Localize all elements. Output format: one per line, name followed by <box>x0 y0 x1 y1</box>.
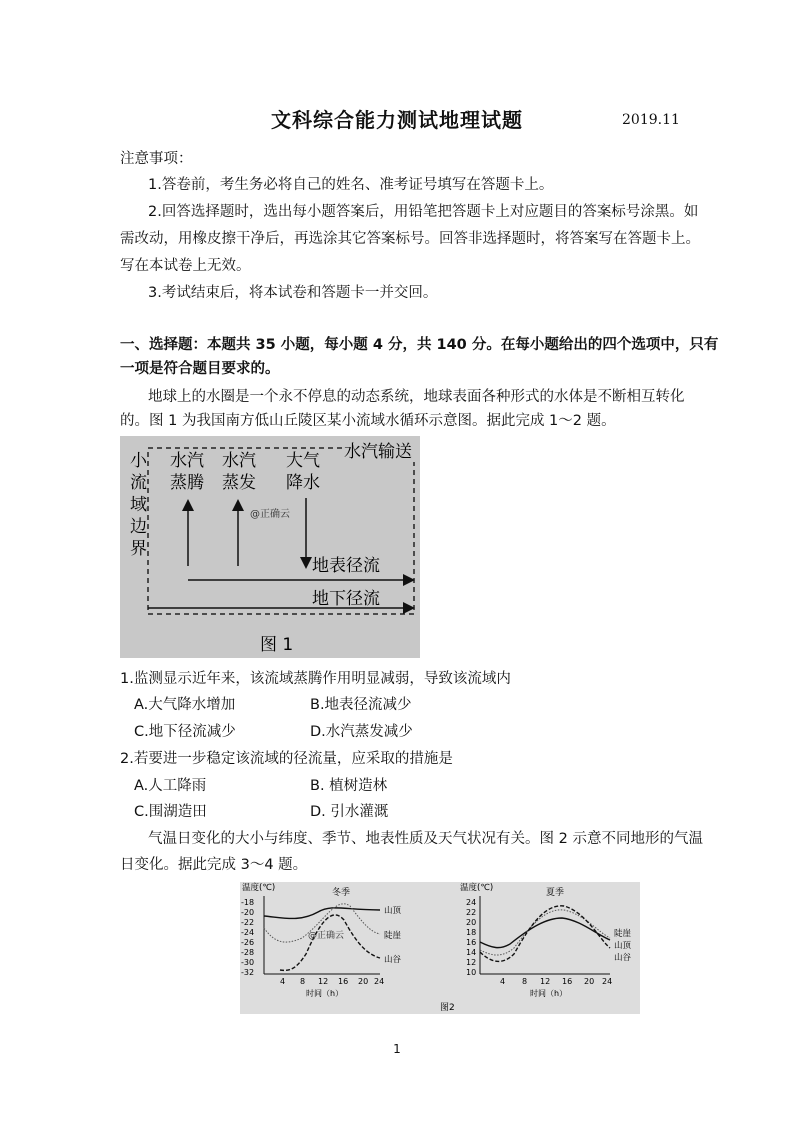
winter-ytick: -30 <box>241 958 255 967</box>
summer-xticks <box>500 977 612 986</box>
winter-ylabel: 温度(℃) <box>242 883 276 893</box>
winter-ytick: -28 <box>241 948 255 957</box>
section2-intro-a: 气温日变化的大小与纬度、季节、地表性质及天气状况有关。图 2 示意不同地形的气温 <box>148 831 703 847</box>
boundary-label-char: 界 <box>130 539 147 559</box>
notice-item-3: 3.考试结束后，将本试卷和答题卡一并交回。 <box>148 285 438 301</box>
q1-option-b: B.地表径流减少 <box>310 697 412 713</box>
boundary-label-char: 边 <box>130 517 147 537</box>
q2-option-b: B. 植树造林 <box>310 778 388 794</box>
figure-2-svg <box>240 882 640 1014</box>
notice-item-2c: 写在本试卷上无效。 <box>120 258 251 274</box>
summer-label-valley: 山谷 <box>614 953 632 963</box>
q2-option-c: C.围湖造田 <box>134 804 207 820</box>
summer-ytick: 14 <box>466 948 477 957</box>
summer-line-summit <box>480 918 610 948</box>
summer-ytick: 24 <box>466 898 477 907</box>
summer-label-cliff: 陡崖 <box>614 929 632 939</box>
summer-ytick: 20 <box>466 918 477 927</box>
winter-label-cliff: 陡崖 <box>384 931 402 941</box>
q1-option-d: D.水汽蒸发减少 <box>310 724 413 740</box>
summer-ytick: 16 <box>466 938 477 947</box>
section1-intro-b: 的。图 1 为我国南方低山丘陵区某小流域水循环示意图。据此完成 1～2 题。 <box>120 413 616 429</box>
precip-line2: 降水 <box>286 473 320 493</box>
transport-label: 水汽输送 <box>344 442 412 462</box>
figure-1-water-cycle <box>120 436 420 658</box>
page-title: 文科综合能力测试地理试题 <box>271 108 523 132</box>
winter-chart <box>241 882 402 998</box>
summer-ytick: 10 <box>466 968 477 977</box>
summer-line-valley <box>480 906 610 962</box>
figure1-watermark: @正确云 <box>250 509 290 520</box>
boundary-label-char: 域 <box>130 495 147 515</box>
evap1-line1: 水汽 <box>170 451 204 471</box>
precip-line1: 大气 <box>286 451 320 471</box>
winter-xticks <box>280 977 384 986</box>
surface-runoff-label: 地表径流 <box>312 556 380 576</box>
section1-heading-a: 一、选择题：本题共 35 小题，每小题 4 分，共 140 分。在每小题给出的四个选项中，只有 <box>120 337 719 353</box>
notice-item-2a: 2.回答选择题时，选出每小题答案后，用铅笔把答题卡上对应题目的答案标号涂黑。如 <box>148 204 699 220</box>
q1-option-a: A.大气降水增加 <box>134 697 236 713</box>
figure1-caption: 图 1 <box>260 635 294 655</box>
summer-yticks <box>466 898 476 977</box>
winter-xtick: 20 <box>358 977 369 986</box>
boundary-label-char: 小 <box>130 451 147 471</box>
winter-line-valley <box>280 915 380 970</box>
summer-ytick: 22 <box>466 908 477 917</box>
winter-ytick: -26 <box>241 938 255 947</box>
summer-ytick: 12 <box>466 958 477 967</box>
winter-xtick: 24 <box>374 977 385 986</box>
evap1-line2: 蒸腾 <box>170 473 204 493</box>
winter-label-valley: 山谷 <box>384 955 402 965</box>
summer-xtick: 8 <box>522 977 528 986</box>
winter-label-summit: 山顶 <box>384 906 402 916</box>
evap2-line2: 蒸发 <box>222 473 256 493</box>
section2-intro-b: 日变化。据此完成 3～4 题。 <box>120 857 308 873</box>
q2-stem: 2.若要进一步稳定该流域的径流量，应采取的措施是 <box>120 751 453 767</box>
notice-item-2b: 需改动，用橡皮擦干净后，再选涂其它答案标号。回答非选择题时，将答案写在答题卡上。 <box>120 231 700 247</box>
winter-ytick: -32 <box>241 968 255 977</box>
winter-xtick: 4 <box>280 977 286 986</box>
summer-xtick: 4 <box>500 977 506 986</box>
q1-option-c: C.地下径流减少 <box>134 724 236 740</box>
winter-xtick: 16 <box>338 977 349 986</box>
winter-season: 冬季 <box>332 888 351 898</box>
notice-item-1: 1.答卷前，考生务必将自己的姓名、准考证号填写在答题卡上。 <box>148 177 554 193</box>
summer-season: 夏季 <box>546 888 565 898</box>
summer-label-summit: 山顶 <box>614 941 632 951</box>
winter-xtick: 8 <box>300 977 306 986</box>
ground-runoff-label: 地下径流 <box>312 589 380 609</box>
figure-1-svg <box>120 436 420 658</box>
summer-xtick: 12 <box>540 977 551 986</box>
boundary-label-char: 流 <box>130 473 147 493</box>
evap2-line1: 水汽 <box>222 451 256 471</box>
winter-ytick: -20 <box>241 908 255 917</box>
winter-ytick: -18 <box>241 898 255 907</box>
summer-ylabel: 温度(℃) <box>460 883 494 893</box>
figure-2-temperature <box>240 882 640 1014</box>
q2-option-d: D. 引水灌溉 <box>310 804 389 820</box>
winter-yticks <box>241 898 254 977</box>
section1-intro-a: 地球上的水圈是一个永不停息的动态系统，地球表面各种形式的水体是不断相互转化 <box>148 389 685 405</box>
page-number: 1 <box>393 1042 401 1056</box>
q1-stem: 1.监测显示近年来，该流域蒸腾作用明显减弱，导致该流域内 <box>120 671 511 687</box>
winter-xlabel: 时间（h） <box>306 989 344 998</box>
summer-xtick: 16 <box>562 977 573 986</box>
exam-date: 2019.11 <box>622 112 680 128</box>
summer-xlabel: 时间（h） <box>530 989 568 998</box>
figure2-caption: 图2 <box>440 1003 455 1013</box>
summer-chart <box>460 882 632 998</box>
summer-xtick: 20 <box>584 977 595 986</box>
winter-line-summit <box>264 908 380 919</box>
summer-xtick: 24 <box>602 977 613 986</box>
section1-heading-b: 一项是符合题目要求的。 <box>120 361 280 377</box>
winter-xtick: 12 <box>318 977 329 986</box>
winter-ytick: -24 <box>241 928 255 937</box>
winter-ytick: -22 <box>241 918 255 927</box>
q2-option-a: A.人工降雨 <box>134 778 207 794</box>
figure2-watermark: @正确云 <box>308 931 345 941</box>
notice-heading: 注意事项： <box>120 151 193 167</box>
summer-ytick: 18 <box>466 928 477 937</box>
